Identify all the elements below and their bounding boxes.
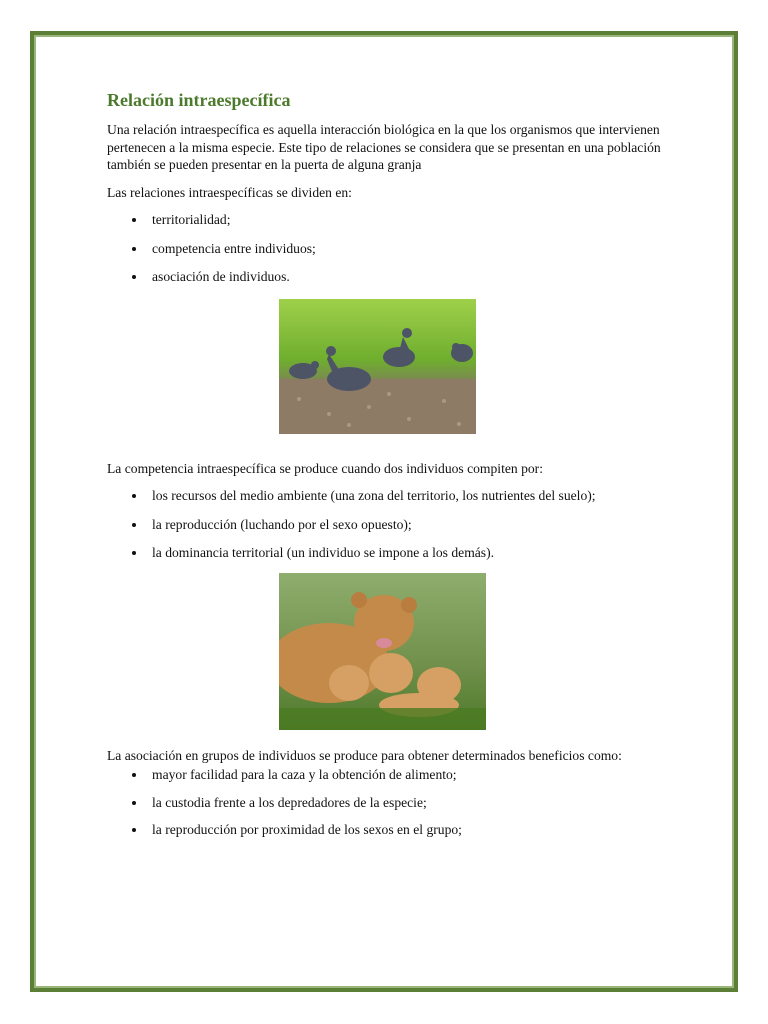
list-item: competencia entre individuos; bbox=[152, 240, 667, 258]
list-item: la reproducción (luchando por el sexo opuesto); bbox=[152, 516, 667, 534]
division-intro: Las relaciones intraespecíficas se dividen en: bbox=[107, 184, 352, 200]
division-list bbox=[107, 211, 667, 286]
list-item: la reproducción por proximidad de los sexos en el grupo; bbox=[152, 821, 667, 839]
lions-photo bbox=[279, 573, 486, 730]
list-item: territorialidad; bbox=[152, 211, 667, 229]
association-intro: La asociación en grupos de individuos se produce para obtener determinados beneficios como: bbox=[107, 747, 622, 763]
intro-paragraph: Una relación intraespecífica es aquella interacción biológica en la que los organismos que intervienen pertenecen a la misma especie. Este tipo de relaciones se considera que se presentan en una población también se pueden presentar en la puerta de alguna granja bbox=[107, 122, 661, 172]
pigeons-photo bbox=[279, 299, 476, 434]
association-list bbox=[107, 766, 667, 839]
competition-list bbox=[107, 487, 667, 562]
list-item: la custodia frente a los depredadores de la especie; bbox=[152, 794, 667, 812]
list-item: la dominancia territorial (un individuo se impone a los demás). bbox=[152, 544, 667, 562]
list-item: los recursos del medio ambiente (una zona del territorio, los nutrientes del suelo); bbox=[152, 487, 667, 505]
page-title: Relación intraespecífica bbox=[107, 90, 291, 110]
document-body bbox=[107, 90, 667, 849]
list-item: mayor facilidad para la caza y la obtención de alimento; bbox=[152, 766, 667, 784]
list-item: asociación de individuos. bbox=[152, 268, 667, 286]
competition-intro: La competencia intraespecífica se produce cuando dos individuos compiten por: bbox=[107, 460, 543, 476]
